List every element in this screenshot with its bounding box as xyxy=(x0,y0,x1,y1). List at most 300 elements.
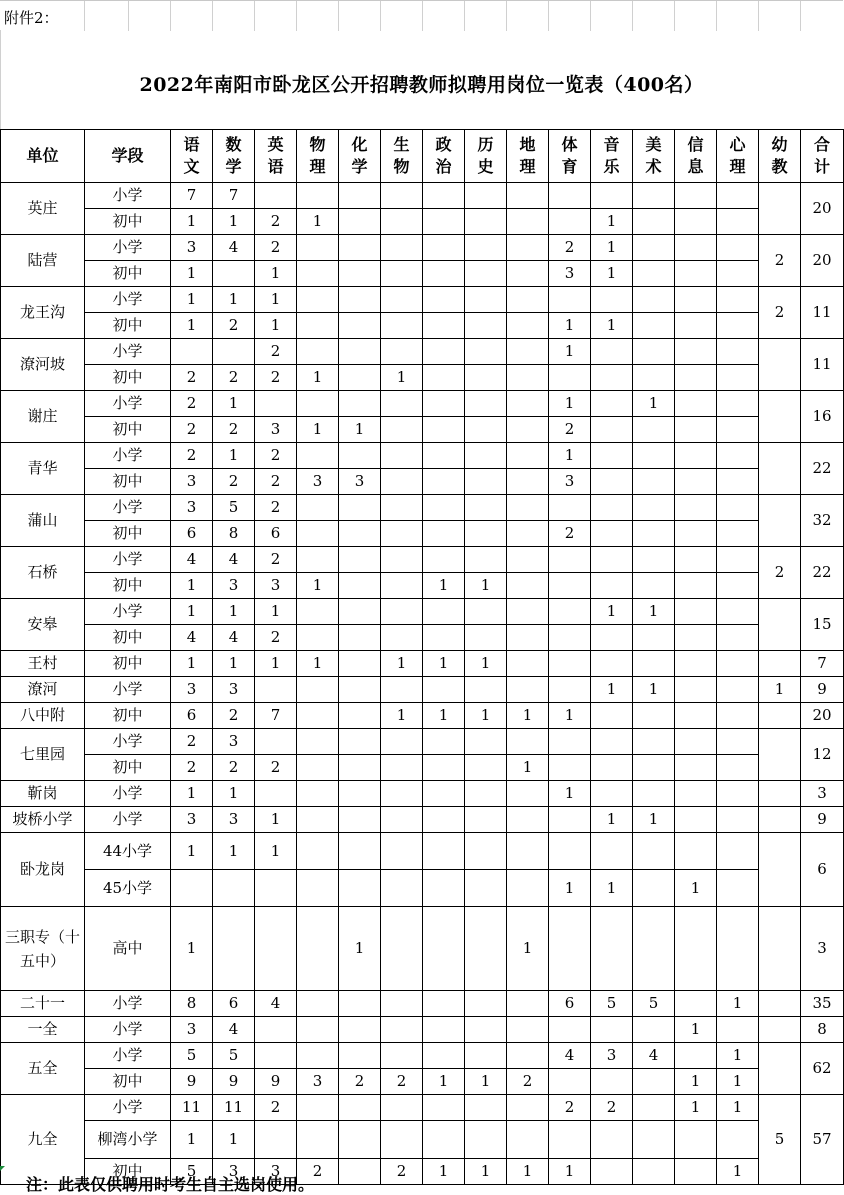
count-meishu xyxy=(633,833,675,870)
count-lishi xyxy=(465,599,507,625)
count-lishi: 1 xyxy=(465,703,507,729)
count-shuxue: 3 xyxy=(213,807,255,833)
count-zhengzhi xyxy=(423,991,465,1017)
total-cell: 3 xyxy=(801,907,844,991)
stage-cell: 小学 xyxy=(85,495,171,521)
count-tiyu: 3 xyxy=(549,261,591,287)
stage-cell: 小学 xyxy=(85,1017,171,1043)
stage-cell: 小学 xyxy=(85,287,171,313)
count-shengwu xyxy=(381,495,423,521)
kindergarten-cell: 1 xyxy=(759,677,801,703)
count-tiyu xyxy=(549,651,591,677)
kindergarten-cell xyxy=(759,339,801,391)
count-dili xyxy=(507,991,549,1017)
count-shuxue: 5 xyxy=(213,1043,255,1069)
kindergarten-cell xyxy=(759,183,801,235)
count-yinyue xyxy=(591,391,633,417)
footnote: 注：此表仅供聘用时考生自主选岗使用。 xyxy=(26,1175,315,1194)
count-yuwen: 11 xyxy=(171,1095,213,1121)
header-subject: 化 学 xyxy=(339,130,381,183)
count-shuxue: 3 xyxy=(213,729,255,755)
count-tiyu: 6 xyxy=(549,991,591,1017)
kindergarten-cell xyxy=(759,1043,801,1095)
total-cell: 20 xyxy=(801,183,844,235)
count-lishi xyxy=(465,521,507,547)
table-row xyxy=(1,573,844,599)
count-yinyue: 1 xyxy=(591,677,633,703)
count-yingyu xyxy=(255,729,297,755)
kindergarten-cell xyxy=(759,1017,801,1043)
count-yingyu: 1 xyxy=(255,287,297,313)
count-meishu xyxy=(633,1095,675,1121)
count-xinxi xyxy=(675,261,717,287)
total-cell: 32 xyxy=(801,495,844,547)
count-yingyu xyxy=(255,677,297,703)
count-huaxue xyxy=(339,651,381,677)
stage-cell: 初中 xyxy=(85,365,171,391)
header-subject: 地 理 xyxy=(507,130,549,183)
count-shuxue: 11 xyxy=(213,1095,255,1121)
count-shuxue: 4 xyxy=(213,547,255,573)
count-shengwu xyxy=(381,1121,423,1159)
count-shengwu xyxy=(381,443,423,469)
count-shuxue: 4 xyxy=(213,1017,255,1043)
count-xinli xyxy=(717,573,759,599)
table-row xyxy=(1,781,844,807)
count-yinyue xyxy=(591,1121,633,1159)
count-yuwen: 5 xyxy=(171,1043,213,1069)
count-wuli xyxy=(297,833,339,870)
table-row xyxy=(1,599,844,625)
count-xinli xyxy=(717,677,759,703)
count-wuli xyxy=(297,907,339,991)
count-dili xyxy=(507,313,549,339)
count-yinyue: 1 xyxy=(591,599,633,625)
kindergarten-cell xyxy=(759,599,801,651)
count-lishi xyxy=(465,1095,507,1121)
kindergarten-cell xyxy=(759,651,801,677)
header-unit: 单位 xyxy=(1,130,85,183)
count-meishu xyxy=(633,755,675,781)
count-huaxue xyxy=(339,521,381,547)
kindergarten-cell xyxy=(759,807,801,833)
count-yingyu: 3 xyxy=(255,1159,297,1185)
count-wuli xyxy=(297,443,339,469)
table-row xyxy=(1,729,844,755)
count-wuli xyxy=(297,781,339,807)
count-xinxi xyxy=(675,365,717,391)
count-tiyu xyxy=(549,807,591,833)
stage-cell: 小学 xyxy=(85,235,171,261)
count-yuwen: 6 xyxy=(171,703,213,729)
count-yingyu: 3 xyxy=(255,573,297,599)
count-shengwu: 1 xyxy=(381,651,423,677)
count-tiyu xyxy=(549,365,591,391)
count-yuwen: 1 xyxy=(171,261,213,287)
stage-cell: 初中 xyxy=(85,313,171,339)
stage-cell: 小学 xyxy=(85,391,171,417)
total-cell: 7 xyxy=(801,651,844,677)
count-lishi xyxy=(465,729,507,755)
total-cell: 57 xyxy=(801,1095,844,1185)
count-dili xyxy=(507,599,549,625)
count-yuwen: 4 xyxy=(171,547,213,573)
count-shuxue: 2 xyxy=(213,469,255,495)
count-shengwu: 1 xyxy=(381,703,423,729)
count-wuli: 1 xyxy=(297,209,339,235)
count-xinxi xyxy=(675,755,717,781)
count-yinyue: 1 xyxy=(591,235,633,261)
count-wuli xyxy=(297,261,339,287)
unit-name-cell: 三职专（十五中） xyxy=(1,907,85,991)
count-huaxue xyxy=(339,781,381,807)
count-wuli: 2 xyxy=(297,1159,339,1185)
count-yinyue xyxy=(591,573,633,599)
count-shengwu xyxy=(381,391,423,417)
grid-line xyxy=(758,1,759,31)
count-dili xyxy=(507,1095,549,1121)
count-lishi xyxy=(465,870,507,907)
count-meishu xyxy=(633,729,675,755)
count-wuli: 1 xyxy=(297,417,339,443)
count-xinxi xyxy=(675,599,717,625)
count-tiyu xyxy=(549,547,591,573)
count-dili xyxy=(507,1121,549,1159)
table-row xyxy=(1,235,844,261)
count-xinxi xyxy=(675,651,717,677)
stage-cell: 初中 xyxy=(85,625,171,651)
count-tiyu xyxy=(549,183,591,209)
table-row xyxy=(1,677,844,703)
table-row xyxy=(1,417,844,443)
count-xinli xyxy=(717,547,759,573)
stage-cell: 小学 xyxy=(85,807,171,833)
count-shuxue: 5 xyxy=(213,495,255,521)
count-yingyu: 1 xyxy=(255,313,297,339)
kindergarten-cell xyxy=(759,443,801,495)
unit-name-cell: 龙王沟 xyxy=(1,287,85,339)
count-zhengzhi xyxy=(423,1095,465,1121)
count-yinyue xyxy=(591,1159,633,1185)
stage-cell: 初中 xyxy=(85,261,171,287)
header-subject: 体 育 xyxy=(549,130,591,183)
count-shuxue xyxy=(213,907,255,991)
count-wuli xyxy=(297,1017,339,1043)
count-xinxi xyxy=(675,183,717,209)
count-wuli xyxy=(297,521,339,547)
unit-name-cell: 卧龙岗 xyxy=(1,833,85,907)
count-xinxi: 1 xyxy=(675,1069,717,1095)
count-xinli: 1 xyxy=(717,1095,759,1121)
count-yingyu: 2 xyxy=(255,1095,297,1121)
total-cell: 22 xyxy=(801,443,844,495)
count-yuwen: 2 xyxy=(171,417,213,443)
count-lishi xyxy=(465,417,507,443)
kindergarten-cell xyxy=(759,833,801,907)
grid-line xyxy=(422,1,423,31)
count-huaxue xyxy=(339,313,381,339)
count-huaxue xyxy=(339,183,381,209)
count-xinli xyxy=(717,365,759,391)
count-yingyu xyxy=(255,870,297,907)
table-row xyxy=(1,807,844,833)
count-yingyu: 2 xyxy=(255,443,297,469)
count-yinyue xyxy=(591,547,633,573)
count-yinyue: 5 xyxy=(591,991,633,1017)
header-subject: 历 史 xyxy=(465,130,507,183)
count-zhengzhi xyxy=(423,729,465,755)
count-meishu xyxy=(633,261,675,287)
count-zhengzhi xyxy=(423,313,465,339)
count-shuxue: 1 xyxy=(213,443,255,469)
count-zhengzhi xyxy=(423,807,465,833)
count-zhengzhi xyxy=(423,1043,465,1069)
header-subject: 政 治 xyxy=(423,130,465,183)
count-dili xyxy=(507,339,549,365)
count-shuxue: 2 xyxy=(213,417,255,443)
count-huaxue xyxy=(339,391,381,417)
count-xinli: 1 xyxy=(717,1069,759,1095)
count-yinyue xyxy=(591,1069,633,1095)
unit-name-cell: 七里园 xyxy=(1,729,85,781)
count-xinli xyxy=(717,807,759,833)
count-huaxue xyxy=(339,495,381,521)
count-shengwu xyxy=(381,677,423,703)
count-shengwu: 2 xyxy=(381,1159,423,1185)
count-yingyu: 2 xyxy=(255,495,297,521)
count-yingyu: 2 xyxy=(255,625,297,651)
grid-line xyxy=(548,1,549,31)
count-yingyu: 2 xyxy=(255,365,297,391)
stage-cell: 初中 xyxy=(85,755,171,781)
count-yuwen: 2 xyxy=(171,755,213,781)
count-xinli xyxy=(717,781,759,807)
kindergarten-cell xyxy=(759,495,801,547)
count-yuwen: 1 xyxy=(171,907,213,991)
count-lishi xyxy=(465,261,507,287)
count-tiyu xyxy=(549,1069,591,1095)
grid-line xyxy=(84,1,85,31)
count-yuwen: 5 xyxy=(171,1159,213,1185)
count-tiyu: 1 xyxy=(549,339,591,365)
count-shengwu xyxy=(381,807,423,833)
count-tiyu: 2 xyxy=(549,417,591,443)
count-xinxi: 1 xyxy=(675,1095,717,1121)
count-shengwu: 2 xyxy=(381,1069,423,1095)
count-xinxi xyxy=(675,469,717,495)
kindergarten-cell: 5 xyxy=(759,1095,801,1185)
count-yinyue xyxy=(591,183,633,209)
count-xinli xyxy=(717,870,759,907)
stage-cell: 小学 xyxy=(85,1095,171,1121)
count-zhengzhi: 1 xyxy=(423,1069,465,1095)
count-xinli: 1 xyxy=(717,1159,759,1185)
unit-name-cell: 英庄 xyxy=(1,183,85,235)
count-xinli xyxy=(717,443,759,469)
count-xinxi xyxy=(675,1043,717,1069)
count-huaxue xyxy=(339,625,381,651)
count-xinli xyxy=(717,625,759,651)
total-cell: 12 xyxy=(801,729,844,781)
count-yinyue: 2 xyxy=(591,1095,633,1121)
count-xinxi: 1 xyxy=(675,870,717,907)
count-tiyu xyxy=(549,625,591,651)
count-shuxue: 2 xyxy=(213,313,255,339)
table-row xyxy=(1,365,844,391)
count-xinxi xyxy=(675,391,717,417)
count-meishu: 1 xyxy=(633,807,675,833)
count-xinli: 1 xyxy=(717,1043,759,1069)
table-row xyxy=(1,1017,844,1043)
count-shengwu xyxy=(381,1095,423,1121)
count-meishu: 1 xyxy=(633,677,675,703)
count-tiyu: 1 xyxy=(549,391,591,417)
count-zhengzhi xyxy=(423,261,465,287)
count-shengwu xyxy=(381,781,423,807)
count-huaxue xyxy=(339,677,381,703)
table-row xyxy=(1,651,844,677)
count-dili xyxy=(507,469,549,495)
count-zhengzhi xyxy=(423,907,465,991)
count-xinxi xyxy=(675,907,717,991)
count-zhengzhi: 1 xyxy=(423,651,465,677)
count-tiyu xyxy=(549,907,591,991)
count-meishu xyxy=(633,339,675,365)
count-zhengzhi xyxy=(423,209,465,235)
count-zhengzhi xyxy=(423,469,465,495)
count-yinyue xyxy=(591,907,633,991)
count-xinxi xyxy=(675,417,717,443)
unit-name-cell: 谢庄 xyxy=(1,391,85,443)
count-tiyu: 1 xyxy=(549,1159,591,1185)
count-shuxue: 4 xyxy=(213,625,255,651)
count-shengwu xyxy=(381,599,423,625)
count-shengwu: 1 xyxy=(381,365,423,391)
count-lishi xyxy=(465,313,507,339)
count-xinxi xyxy=(675,807,717,833)
count-yingyu: 7 xyxy=(255,703,297,729)
kindergarten-cell xyxy=(759,907,801,991)
count-zhengzhi: 1 xyxy=(423,1159,465,1185)
count-yingyu: 2 xyxy=(255,755,297,781)
count-yingyu xyxy=(255,183,297,209)
grid-line xyxy=(800,1,801,31)
count-lishi xyxy=(465,209,507,235)
count-dili xyxy=(507,870,549,907)
total-cell: 9 xyxy=(801,677,844,703)
header-stage: 学段 xyxy=(85,130,171,183)
count-meishu xyxy=(633,781,675,807)
count-yinyue xyxy=(591,755,633,781)
count-xinli xyxy=(717,1121,759,1159)
count-xinxi xyxy=(675,703,717,729)
count-xinxi xyxy=(675,991,717,1017)
header-subject: 合 计 xyxy=(801,130,844,183)
count-zhengzhi xyxy=(423,599,465,625)
table-row xyxy=(1,907,844,991)
count-tiyu xyxy=(549,495,591,521)
count-yuwen: 1 xyxy=(171,599,213,625)
count-xinli xyxy=(717,235,759,261)
count-huaxue xyxy=(339,1095,381,1121)
count-huaxue: 1 xyxy=(339,417,381,443)
count-tiyu xyxy=(549,833,591,870)
count-dili xyxy=(507,261,549,287)
kindergarten-cell xyxy=(759,729,801,781)
count-dili xyxy=(507,1043,549,1069)
count-zhengzhi xyxy=(423,365,465,391)
grid-line xyxy=(128,1,129,31)
count-lishi xyxy=(465,235,507,261)
count-huaxue xyxy=(339,599,381,625)
count-huaxue: 2 xyxy=(339,1069,381,1095)
count-huaxue xyxy=(339,870,381,907)
count-wuli xyxy=(297,313,339,339)
total-cell: 22 xyxy=(801,547,844,599)
count-zhengzhi xyxy=(423,339,465,365)
count-yinyue xyxy=(591,339,633,365)
count-huaxue xyxy=(339,573,381,599)
count-zhengzhi xyxy=(423,391,465,417)
count-wuli: 1 xyxy=(297,651,339,677)
count-shuxue xyxy=(213,339,255,365)
table-row xyxy=(1,547,844,573)
grid-line xyxy=(590,1,591,31)
count-lishi xyxy=(465,991,507,1017)
grid-line xyxy=(254,1,255,31)
unit-name-cell: 安皋 xyxy=(1,599,85,651)
count-xinli xyxy=(717,703,759,729)
count-dili: 1 xyxy=(507,907,549,991)
count-huaxue: 1 xyxy=(339,907,381,991)
count-shuxue: 7 xyxy=(213,183,255,209)
count-wuli xyxy=(297,235,339,261)
count-shuxue: 1 xyxy=(213,781,255,807)
count-lishi: 1 xyxy=(465,1159,507,1185)
table-row xyxy=(1,287,844,313)
count-meishu xyxy=(633,907,675,991)
count-xinli xyxy=(717,495,759,521)
count-shengwu xyxy=(381,729,423,755)
table-row xyxy=(1,1095,844,1121)
count-xinli xyxy=(717,261,759,287)
total-cell: 16 xyxy=(801,391,844,443)
count-yingyu xyxy=(255,781,297,807)
table-row xyxy=(1,521,844,547)
count-huaxue xyxy=(339,833,381,870)
count-xinxi xyxy=(675,235,717,261)
count-yingyu: 2 xyxy=(255,469,297,495)
count-dili xyxy=(507,209,549,235)
count-shuxue: 1 xyxy=(213,209,255,235)
count-zhengzhi xyxy=(423,235,465,261)
count-yinyue xyxy=(591,287,633,313)
table-row xyxy=(1,313,844,339)
count-dili xyxy=(507,391,549,417)
count-lishi: 1 xyxy=(465,573,507,599)
count-huaxue xyxy=(339,1121,381,1159)
stage-cell: 小学 xyxy=(85,183,171,209)
count-tiyu xyxy=(549,1121,591,1159)
count-lishi: 1 xyxy=(465,651,507,677)
count-yuwen: 3 xyxy=(171,1017,213,1043)
count-yuwen: 8 xyxy=(171,991,213,1017)
count-shuxue: 1 xyxy=(213,599,255,625)
kindergarten-cell xyxy=(759,991,801,1017)
count-yuwen: 1 xyxy=(171,287,213,313)
count-wuli xyxy=(297,547,339,573)
count-tiyu xyxy=(549,1017,591,1043)
